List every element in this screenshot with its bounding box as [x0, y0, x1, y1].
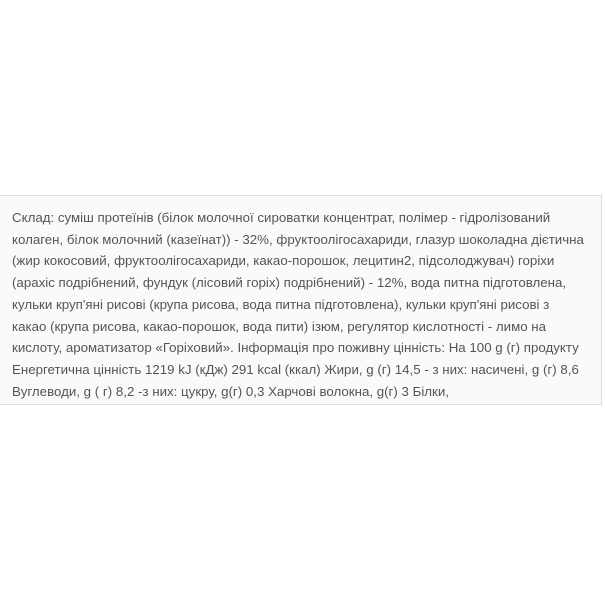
composition-line: какао (крупа рисова, какао-порошок, вода пити) ізюм, регулятор кислотності - лимо на	[12, 318, 547, 334]
product-composition-box	[0, 195, 602, 405]
composition-line: кульки круп'яні рисові (крупа рисова, вода питна підготовлена), кульки круп'яні рисові з	[12, 296, 550, 312]
composition-line: (жир кокосовий, фруктоолігосахариди, какао-порошок, лецитин2, підсолоджувач) горіхи	[12, 253, 555, 269]
composition-line: (арахіс подрібнений, фундук (лісовий горіх) подрібнений) - 12%, вода питна підготовлена,	[12, 275, 567, 291]
composition-line: колаген, білок молочний (казеїнат)) - 32%, фруктоолігосахариди, глазур шоколадна дієтична	[12, 231, 584, 247]
composition-line: Енергетична цінність 1219 kJ (кДж) 291 kcal (ккал) Жири, g (г) 14,5 - з них: насичені, g (г) 8,6	[12, 361, 579, 377]
composition-text	[12, 207, 589, 402]
composition-line: Склад: суміш протеїнів (білок молочної сироватки концентрат, полімер - гідролізований	[12, 210, 551, 225]
composition-line: Вуглеводи, g ( г) 8,2 -з них: цукру, g(г) 0,3 Харчові волокна, g(г) 3 Білки,	[12, 383, 449, 399]
composition-line: кислоту, ароматизатор «Горіховий». Інформація про поживну цінність: На 100 g (г) продукту	[12, 340, 579, 356]
